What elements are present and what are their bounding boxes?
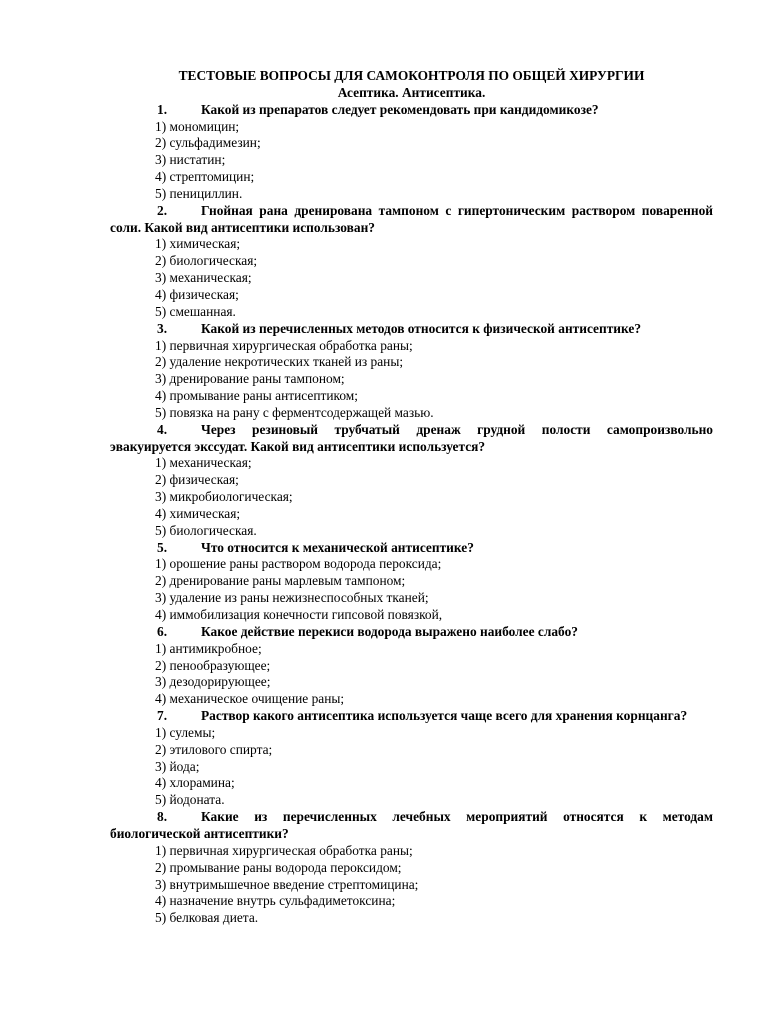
answer-option: 3) микробиологическая;: [155, 489, 293, 505]
answer-option: 1) орошение раны раствором водорода пероксида;: [155, 556, 442, 572]
answer-option: 3) механическая;: [155, 270, 252, 286]
answer-option: 3) удаление из раны нежизнеспособных тканей;: [155, 590, 429, 606]
answer-option: 5) биологическая.: [155, 522, 257, 538]
question-number: 5.: [157, 539, 168, 555]
question-text: Раствор какого антисептика используется чаще всего для хранения корнцанга?: [201, 708, 688, 724]
answer-option: 1) антимикробное;: [155, 640, 262, 656]
answer-option: 4) химическая;: [155, 505, 241, 521]
question-number: 2.: [157, 202, 168, 218]
document-subtitle: Асептика. Антисептика.: [337, 84, 486, 100]
answer-option: 2) физическая;: [155, 472, 239, 488]
question-number: 4.: [157, 421, 168, 437]
answer-option: 2) удаление некротических тканей из раны;: [155, 354, 404, 370]
answer-option: 4) иммобилизация конечности гипсовой повязкой,: [155, 607, 443, 622]
answer-option: 4) промывание раны антисептиком;: [155, 388, 358, 404]
answer-option: 5) повязка на рану с ферментсодержащей мазью.: [155, 404, 434, 420]
answer-option: 4) назначение внутрь сульфадиметоксина;: [155, 893, 396, 909]
question-3: [110, 321, 713, 338]
question-2: [110, 203, 713, 237]
question-number: 8.: [157, 809, 168, 825]
answer-option: 2) дренирование раны марлевым тампоном;: [155, 573, 406, 589]
document-title: ТЕСТОВЫЕ ВОПРОСЫ ДЛЯ САМОКОНТРОЛЯ ПО ОБЩЕЙ ХИРУРГИИ: [178, 68, 645, 83]
question-text: Какой из перечисленных методов относится к физической антисептике?: [201, 320, 642, 336]
answer-option: 5) пенициллин.: [155, 185, 243, 201]
answer-option: 2) промывание раны водорода пероксидом;: [155, 859, 402, 875]
question-7: [110, 708, 713, 725]
question-number: 3.: [157, 320, 168, 336]
answer-option: 1) первичная хирургическая обработка раны;: [155, 337, 413, 353]
answer-option: 3) нистатин;: [155, 152, 226, 168]
answer-option: 2) биологическая;: [155, 253, 258, 269]
answer-option: 5) йодоната.: [155, 792, 225, 808]
answer-option: 4) хлорамина;: [155, 775, 235, 791]
question-number: 6.: [157, 623, 168, 639]
answer-option: 1) химическая;: [155, 236, 241, 252]
answer-option: 5) белковая диета.: [155, 910, 259, 926]
question-5: [110, 540, 713, 557]
answer-option: 1) первичная хирургическая обработка раны;: [155, 842, 413, 858]
answer-option: 2) сульфадимезин;: [155, 135, 261, 151]
question-text: Через резиновый трубчатый дренаж грудной полости самопроизвольно эвакуируется экссудат. Какой вид антисептики используется?: [110, 421, 713, 454]
question-4: [110, 422, 713, 456]
question-text: Гнойная рана дренирована тампоном с гипертоническим раствором поваренной соли. Какой вид антисептики использован?: [110, 202, 713, 235]
question-text: Какое действие перекиси водорода выражено наиболее слабо?: [201, 623, 578, 639]
question-text: Какие из перечисленных лечебных мероприятий относятся к методам биологической антисептики?: [110, 809, 713, 841]
question-text: Что относится к механической антисептике?: [201, 539, 474, 555]
question-6: [110, 624, 713, 641]
answer-option: 1) мономицин;: [155, 118, 240, 134]
answer-option: 3) дезодорирующее;: [155, 674, 271, 690]
answer-option: 5) смешанная.: [155, 303, 236, 319]
question-8: [110, 809, 713, 843]
document-page: [110, 68, 713, 927]
answer-option: 4) механическое очищение раны;: [155, 691, 345, 707]
answer-option: 3) йода;: [155, 758, 200, 774]
question-list: [110, 102, 713, 927]
question-number: 7.: [157, 708, 168, 724]
answer-option: 2) этилового спирта;: [155, 741, 273, 757]
answer-option: 1) механическая;: [155, 455, 252, 471]
question-number: 1.: [157, 101, 168, 117]
answer-option: 3) внутримышечное введение стрептомицина;: [155, 876, 419, 892]
question-text: Какой из препаратов следует рекомендовать при кандидомикозе?: [201, 101, 599, 117]
answer-option: 1) сулемы;: [155, 724, 216, 740]
answer-option: 3) дренирование раны тампоном;: [155, 371, 345, 387]
question-1: [110, 102, 713, 119]
answer-option: 2) пенообразующее;: [155, 657, 271, 673]
answer-option: 4) стрептомицин;: [155, 169, 255, 185]
answer-option: 4) физическая;: [155, 286, 239, 302]
